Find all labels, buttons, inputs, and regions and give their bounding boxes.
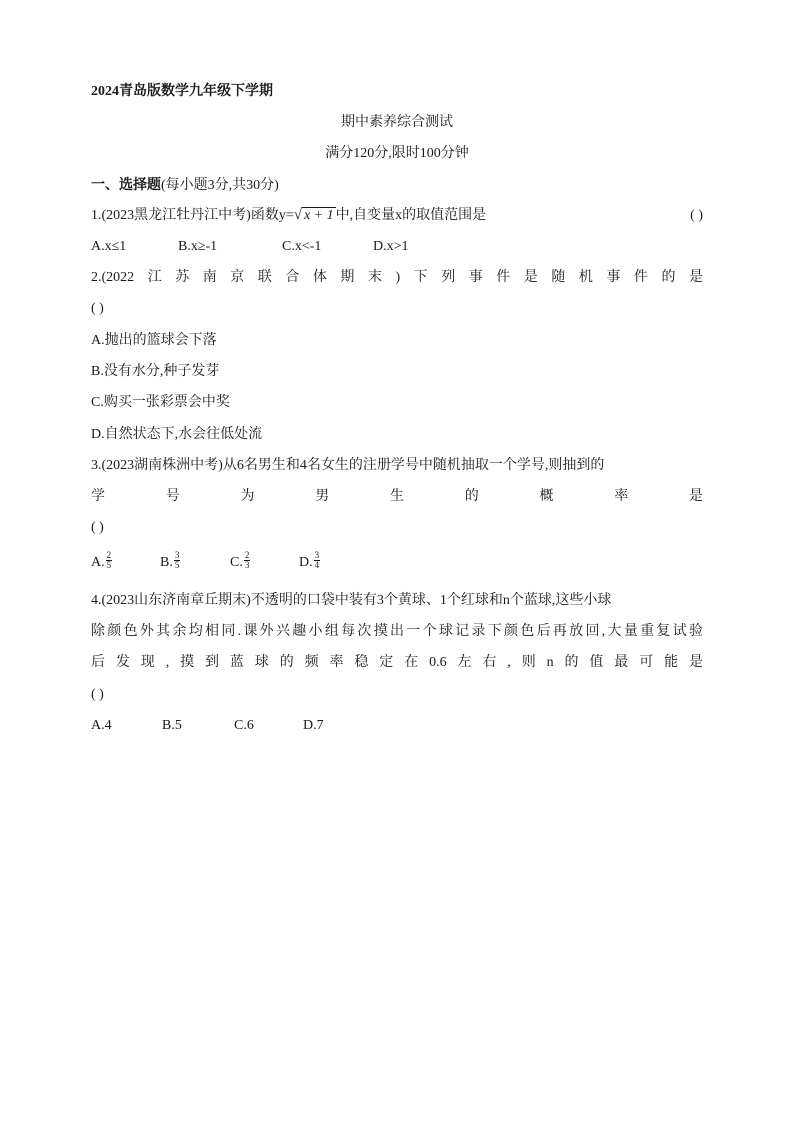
denominator: 4 [314, 560, 320, 571]
option-letter: D. [299, 555, 313, 570]
option-c: C.购买一张彩票会中奖 [91, 395, 230, 410]
q1-stem-pre: 1.(2023黑龙江牡丹江中考)函数y= [91, 208, 294, 223]
fraction [314, 551, 321, 570]
question-3-stem-line1: 3.(2023湖南株洲中考)从6名男生和4名女生的注册学号中随机抽取一个学号,则抽到的 [91, 458, 605, 473]
question-4-options [91, 716, 703, 736]
section-label: 一、选择题 [91, 178, 161, 193]
question-3-stem-line2: 学号为男生的概率是 [91, 489, 703, 504]
fraction [106, 551, 113, 570]
numerator: 3 [174, 550, 180, 561]
series-title: 2024青岛版数学九年级下学期 [91, 84, 273, 99]
option-d [299, 550, 320, 573]
option-b: B.没有水分,种子发芽 [91, 364, 220, 379]
option-a: A.抛出的篮球会下落 [91, 333, 217, 348]
option-c: C.6 [234, 718, 254, 733]
denominator: 5 [106, 560, 112, 571]
exam-title: 期中素养综合测试 [341, 115, 453, 130]
option-d: D.自然状态下,水会往低处流 [91, 427, 263, 442]
option-b: B.x≥-1 [178, 239, 218, 254]
option-b: B.5 [162, 718, 182, 733]
denominator: 3 [244, 560, 250, 571]
q1-stem-post: 中,自变量x的取值范围是 [335, 208, 487, 223]
option-d: D.x>1 [373, 239, 409, 254]
fraction [244, 551, 251, 570]
option-letter: B. [160, 555, 173, 570]
option-d: D.7 [303, 718, 324, 733]
numerator: 2 [106, 550, 112, 561]
option-a: A.4 [91, 718, 112, 733]
question-1-options [91, 237, 703, 257]
answer-paren: ( ) [91, 687, 104, 702]
radicand: x + 1 [303, 208, 334, 223]
denominator: 5 [174, 560, 180, 571]
question-4-stem-line1: 4.(2023山东济南章丘期末)不透明的口袋中装有3个黄球、1个红球和n个蓝球,这些小球 [91, 593, 612, 608]
exam-info: 满分120分,限时100分钟 [325, 146, 469, 161]
option-b [160, 550, 230, 573]
question-3-options [91, 550, 703, 573]
numerator: 3 [314, 550, 320, 561]
question-4-stem-line2: 除颜色外其余均相同.课外兴趣小组每次摸出一个球记录下颜色后再放回,大量重复试验 [91, 624, 703, 639]
option-c [230, 550, 299, 573]
answer-paren: ( ) [91, 520, 104, 535]
option-c: C.x<-1 [282, 239, 322, 254]
numerator: 2 [244, 550, 250, 561]
section-note: (每小题3分,共30分) [161, 178, 279, 193]
sqrt-expression [294, 206, 336, 224]
answer-paren: ( ) [690, 208, 703, 223]
answer-paren: ( ) [91, 301, 104, 316]
option-a [91, 550, 160, 573]
option-letter: A. [91, 555, 105, 570]
radical-icon: √ [293, 207, 302, 223]
option-letter: C. [230, 555, 243, 570]
question-4-stem-line3: 后发现,摸到蓝球的频率稳定在0.6左右,则n的值最可能是 [91, 655, 703, 670]
question-2-stem: 2.(2022江苏南京联合体期末)下列事件是随机事件的是 [91, 270, 703, 285]
option-a: A.x≤1 [91, 239, 127, 254]
question-1-stem [91, 206, 703, 226]
section-heading [91, 176, 703, 196]
fraction [174, 551, 181, 570]
